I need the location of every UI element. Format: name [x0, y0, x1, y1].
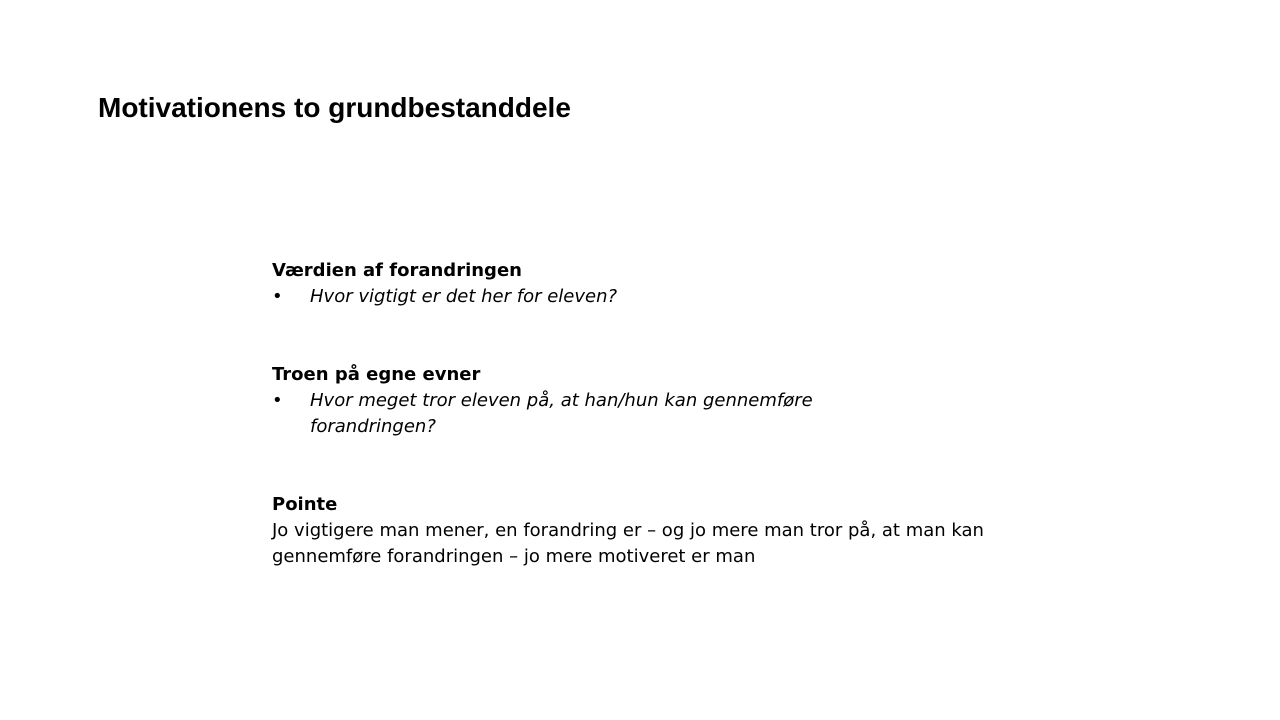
section-self-efficacy [272, 362, 1012, 440]
section-heading: Pointe [272, 494, 338, 515]
conclusion-text: Jo vigtigere man mener, en forandring er – og jo mere man tror på, at man kan gennemføre forandringen – jo mere motiveret er man [272, 520, 984, 567]
bullet-item [272, 284, 870, 310]
bullet-text: Hvor meget tror eleven på, at han/hun kan gennemføre forandringen? [310, 390, 813, 437]
slide-title: Motivationens to grundbestanddele [98, 92, 571, 123]
bullet-text: Hvor vigtigt er det her for eleven? [310, 286, 618, 307]
section-value-of-change [272, 258, 1012, 310]
bullet-icon: • [272, 286, 283, 307]
bullet-item [272, 388, 870, 440]
section-heading: Værdien af forandringen [272, 260, 522, 281]
slide-content [272, 258, 1012, 570]
bullet-icon: • [272, 390, 283, 411]
section-point [272, 492, 1012, 570]
section-heading: Troen på egne evner [272, 364, 481, 385]
